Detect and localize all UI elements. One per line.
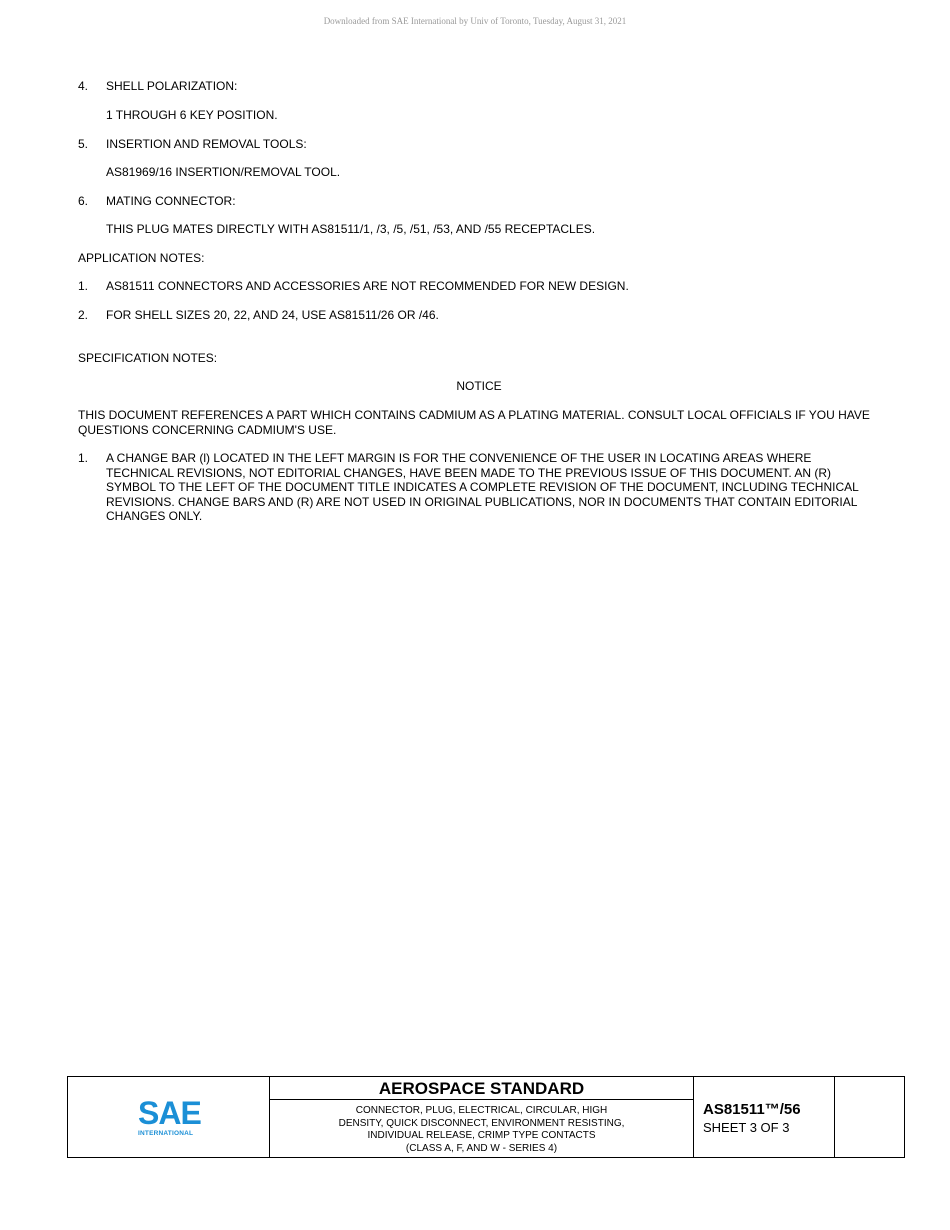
section-4-number: 4. [78,79,89,93]
section-6-body: THIS PLUG MATES DIRECTLY WITH AS81511/1, /3, /5, /51, /53, AND /55 RECEPTACLES. [106,222,596,236]
section-6-number: 6. [78,194,89,208]
specification-notes-heading: SPECIFICATION NOTES: [78,351,218,365]
logo-cell [68,1077,270,1157]
blank-cell [835,1077,904,1157]
part-description-line: INDIVIDUAL RELEASE, CRIMP TYPE CONTACTS [367,1130,596,1141]
title-block [67,1076,905,1158]
application-note-2-number: 2. [78,308,89,322]
part-description-line: DENSITY, QUICK DISCONNECT, ENVIRONMENT RESISTING, [338,1117,625,1129]
section-5-number: 5. [78,137,89,151]
section-5-body: AS81969/16 INSERTION/REMOVAL TOOL. [106,165,341,179]
section-6-heading: MATING CONNECTOR: [106,194,236,208]
document-id: AS81511™/56 [703,1101,801,1118]
part-description [270,1105,693,1155]
part-description-line: (CLASS A, F, AND W - SERIES 4) [405,1142,558,1154]
part-description-line: CONNECTOR, PLUG, ELECTRICAL, CIRCULAR, HIGH [355,1105,608,1116]
application-notes-heading: APPLICATION NOTES: [78,251,205,265]
application-note-1-text: AS81511 CONNECTORS AND ACCESSORIES ARE NOT RECOMMENDED FOR NEW DESIGN. [106,279,629,293]
spec-note-1-number: 1. [78,451,89,465]
sae-international-logo [138,1096,204,1140]
section-5-heading: INSERTION AND REMOVAL TOOLS: [106,137,307,151]
document-id-cell [694,1077,835,1157]
download-watermark: Downloaded from SAE International by Univ of Toronto, Tuesday, August 31, 2021 [323,16,627,26]
notice-title: NOTICE [456,379,502,393]
application-note-2-text: FOR SHELL SIZES 20, 22, AND 24, USE AS81511/26 OR /46. [106,308,439,322]
sae-logo-text: INTERNATIONAL [138,1130,194,1137]
spec-note-1-text: A CHANGE BAR (l) LOCATED IN THE LEFT MARGIN IS FOR THE CONVENIENCE OF THE USER IN LOCATING AREAS WHERE TECHNICAL REVISIONS, NOT EDITORIAL CHANGES, HAVE BEEN MADE TO THE PREVIOUS ISSUE OF THIS DOCUMENT. AN (R) SYMBOL TO THE LEFT OF THE DOCUMENT TITLE INDICATES A COMPLETE REVISION OF THE DOCUMENT, INCLUDING TECHNICAL REVISIONS. CHANGE BARS AND (R) ARE NOT USED IN ORIGINAL PUBLICATIONS, NOR IN DOCUMENTS THAT CONTAIN EDITORIAL CHANGES ONLY. [106,451,859,523]
sheet-number: SHEET 3 OF 3 [703,1120,790,1135]
section-4-body: 1 THROUGH 6 KEY POSITION. [106,108,278,122]
sae-logo-mark: SAE [138,1095,201,1131]
title-cell [270,1077,694,1157]
section-4-heading: SHELL POLARIZATION: [106,79,238,93]
standard-title: AEROSPACE STANDARD [270,1077,693,1100]
application-note-1-number: 1. [78,279,89,293]
notice-text: THIS DOCUMENT REFERENCES A PART WHICH CONTAINS CADMIUM AS A PLATING MATERIAL. CONSULT LOCAL OFFICIALS IF YOU HAVE QUESTIONS CONCERNING CADMIUM'S USE. [78,408,870,437]
